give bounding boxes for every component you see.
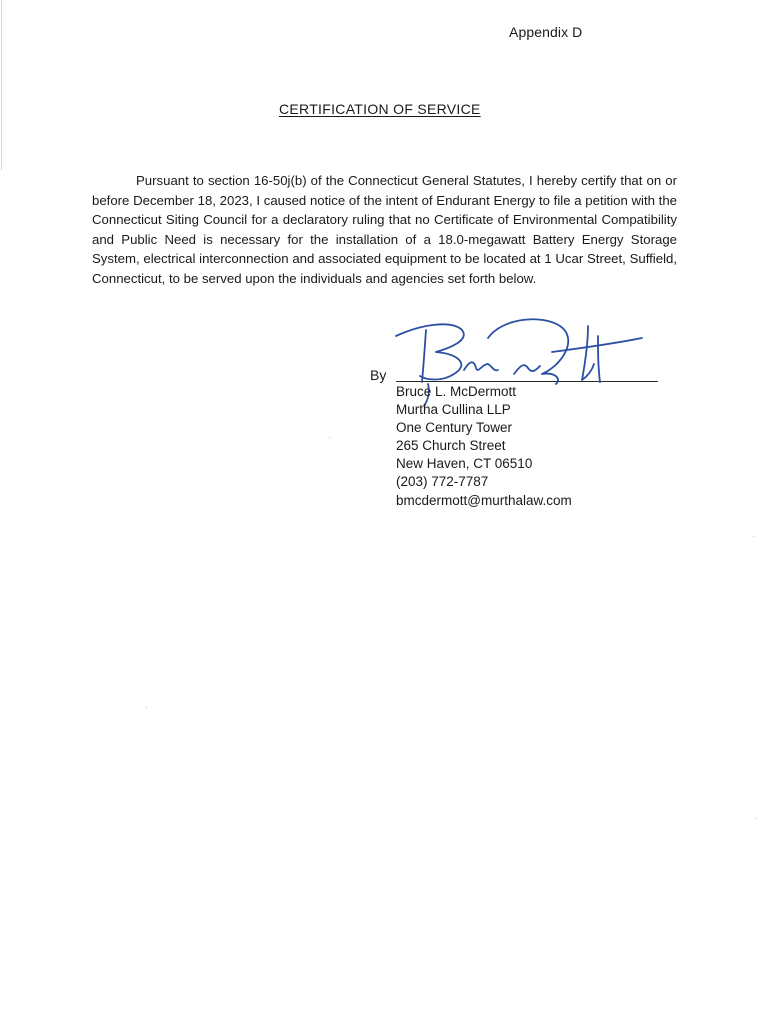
address-city: New Haven, CT 06510 xyxy=(396,456,533,472)
signatory-firm: Murtha Cullina LLP xyxy=(396,402,511,418)
scan-speck xyxy=(329,437,330,438)
address-line-1: One Century Tower xyxy=(396,420,513,436)
scan-speck xyxy=(146,707,147,708)
scan-speck xyxy=(755,818,756,819)
document-title: CERTIFICATION OF SERVICE xyxy=(279,101,481,117)
signatory-name: Bruce L. McDermott xyxy=(396,384,517,399)
signature-by-label: By xyxy=(370,367,387,383)
signatory-email: bmcdermott@murthalaw.com xyxy=(396,492,572,508)
certification-paragraph: Pursuant to section 16-50j(b) of the Connecticut General Statutes, I hereby certify that on or before December 18, 2023, I caused notice of the intent of Endurant Energy to file a petition with the Connecticut Siting Council for a declaratory ruling that no Certificate of Environmental Compatibility and Public Need is necessary for the installation of a 18.0-megawatt Battery Energy Storage System, electrical interconnection and associated equipment to be located at 1 Ucar Street, Suffield, Connecticut, to be served upon the individuals and agencies set forth below. xyxy=(92,173,677,286)
appendix-label: Appendix D xyxy=(509,24,583,40)
scan-edge-line xyxy=(1,0,2,170)
address-line-2: 265 Church Street xyxy=(396,438,506,454)
scan-speck xyxy=(753,536,754,537)
signatory-phone: (203) 772-7787 xyxy=(396,474,489,490)
signatory-address xyxy=(396,383,572,510)
